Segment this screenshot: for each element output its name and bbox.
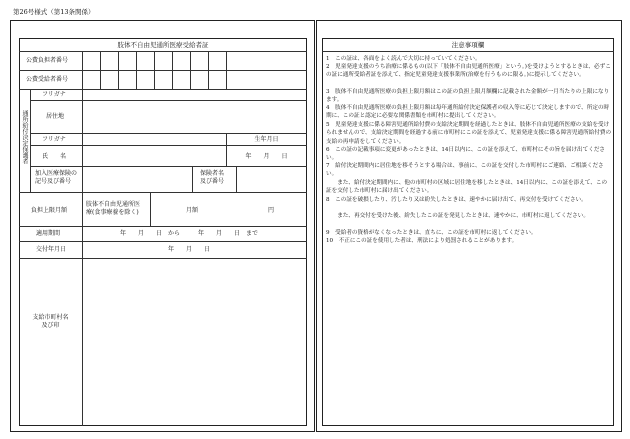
birthdate-label: 生年月日: [254, 136, 279, 143]
birthdate-value: 年 月 日: [245, 153, 288, 160]
yen-label: 円: [268, 207, 275, 214]
note-item: また、再交付を受けた後、紛失したこの証を発見したときは、速やかに、市町村に返してください。: [326, 213, 589, 219]
note-item: また、給付決定期間内に、他の市町村の区域に居住地を移したときは、14日以内に、この証を添えて、この証を交付した市町村に届け出てください。: [326, 180, 608, 195]
monthly-label: 月額: [186, 207, 199, 214]
note-item: 4 肢体不自由児通所医療の負担上限月額は毎年通所給付決定保護者の収入等に応じて決定しますので、所定の時期に、この証と認定に必要な関係書類を市町村に提出してください。: [326, 105, 610, 120]
note-item: 10 不正にこの証を使用した者は、刑法により処罰されることがあります。: [326, 238, 518, 244]
name-label: 氏 名: [42, 153, 67, 160]
payer-number-label: 公費負担者番号: [26, 57, 69, 64]
note-item: 1 この証は、各面をよく読んで大切に持っていてください。: [326, 56, 481, 62]
limit-label: 負担上限月額: [31, 207, 68, 214]
municipality-label: 支給市町村名 及び印: [32, 314, 69, 329]
insurance-label: 加入医療保険の 記号及び番号: [35, 170, 78, 185]
form-number: 第26号様式（第13条関係）: [13, 8, 95, 16]
note-item: 8 この証を破損したり、汚したり又は紛失したときは、速やかに届け出て、再交付を受けてください。: [326, 197, 587, 203]
address-label: 居住地: [46, 113, 65, 120]
issue-value: 年 月 日: [168, 246, 211, 253]
limit-detail: 肢体不自由児通所医 療(食事療養を除く): [86, 201, 141, 216]
furigana-label-2: フリガナ: [42, 136, 66, 143]
certificate-title: 肢体不自由児通所医療受給者証: [117, 41, 209, 49]
period-value: 年 月 日 から 年 月 日 まで: [120, 230, 259, 237]
furigana-label-1: フリガナ: [42, 91, 66, 98]
note-item: 7 給付決定期間内に居住地を移そうとする場合は、事前に、この証を交付した市町村にご連絡、ご相談ください。: [326, 163, 604, 178]
note-item: 3 肢体不自由児通所医療の負担上限月額はこの証の負担上限月額欄に記載された金額が一月当たりの上限になります。: [326, 89, 610, 104]
note-item: 2 児童発達支援のうち治療に係るもの(以下「肢体不自由児通所医療」という。)を受けようとするときは、必ずこの証に通所受給者証を添えて、指定児童発達支援事業所(治療を行うものに限る。)に提示してください。: [326, 64, 611, 79]
notes-title: 注意事項欄: [451, 41, 485, 49]
guardian-group-label: 通所給付決定保護者: [21, 110, 28, 164]
note-item: 9 受給者の資格がなくなったときは、直ちに、この証を市町村に返してください。: [326, 230, 537, 236]
issue-label: 交付年月日: [36, 246, 67, 253]
note-item: 5 児童発達支援に係る障害児通所給付費の支給決定期間を経過したときは、肢体不自由児通所医療の支給を受けられませんので、支給決定期間を経過する前に市町村にこの証を添えて、児童発達支援に係る障害児通所給付費の支給の再申請をしてください。: [326, 122, 612, 145]
period-label: 適用期間: [36, 230, 61, 237]
insurer-label: 保険者名 及び番号: [200, 170, 225, 185]
recipient-number-label: 公費受給者番号: [26, 76, 69, 83]
note-item: 6 この証の記載事項に変更があったときは、14日以内に、この証を添えて、市町村にその旨を届け出てください。: [326, 147, 606, 162]
